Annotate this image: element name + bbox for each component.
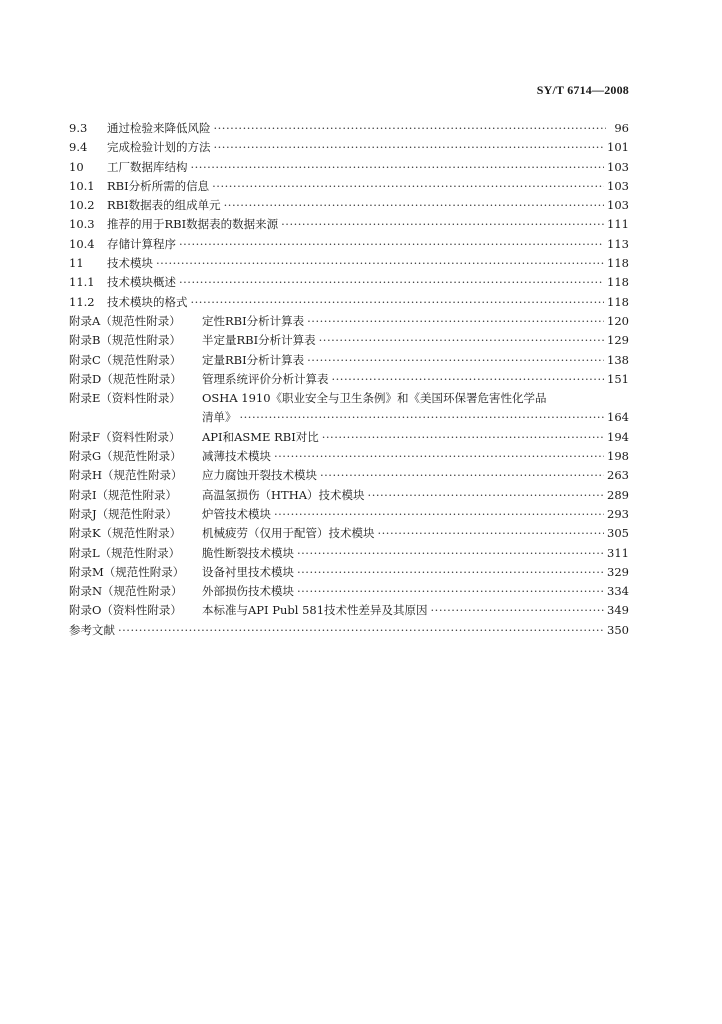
toc-entry-page: 118 (607, 256, 629, 271)
leader-dots (156, 254, 604, 273)
toc-entry-title: RBI分析所需的信息 (107, 178, 210, 193)
toc-entry-title: 存储计算程序 (107, 236, 176, 251)
toc-entry-number: 10.2 (69, 198, 95, 213)
appendix-page: 198 (607, 449, 629, 464)
toc-appendix-l[interactable] (69, 544, 629, 563)
toc-appendix-d[interactable] (69, 370, 629, 389)
appendix-page: 349 (607, 603, 629, 618)
toc-entry-9-4[interactable] (69, 138, 629, 157)
appendix-title: 脆性断裂技术模块 (202, 545, 294, 560)
toc-appendix-k[interactable] (69, 524, 629, 543)
toc-entry-number: 11 (69, 256, 84, 271)
appendix-page: 151 (607, 371, 629, 386)
leader-dots (281, 215, 604, 234)
leader-dots (274, 505, 604, 524)
appendix-label: 附录H（规范性附录） (69, 468, 183, 483)
appendix-label: 附录G（规范性附录） (69, 449, 182, 464)
references-page: 350 (607, 622, 629, 637)
toc-entry-title: 技术模块 (107, 256, 153, 271)
appendix-title: API和ASME RBI对比 (202, 429, 319, 444)
appendix-label: 附录O（资料性附录） (69, 603, 182, 618)
toc-appendix-o[interactable] (69, 601, 629, 620)
appendix-title: 半定量RBI分析计算表 (202, 333, 316, 348)
toc-entry-number: 9.3 (69, 121, 88, 135)
toc-entry-title: 工厂数据库结构 (107, 159, 188, 174)
toc-appendix-b[interactable] (69, 331, 629, 350)
appendix-page: 334 (607, 584, 629, 599)
appendix-page: 194 (607, 429, 629, 444)
toc-appendix-e[interactable] (69, 389, 629, 408)
leader-dots (307, 351, 604, 370)
toc-entry-10-4[interactable] (69, 235, 629, 254)
toc-entry-number: 10 (69, 159, 84, 174)
leader-dots (240, 408, 605, 427)
appendix-title: OSHA 1910《职业安全与卫生条例》和《美国环保署危害性化学品 (202, 391, 547, 406)
appendix-title: 定量RBI分析计算表 (202, 352, 305, 367)
toc-entry-10-3[interactable] (69, 215, 629, 234)
appendix-label: 附录F（资料性附录） (69, 429, 181, 444)
leader-dots (297, 544, 604, 563)
leader-dots (319, 331, 604, 350)
appendix-page: 138 (607, 352, 629, 367)
leader-dots (179, 235, 604, 254)
table-of-contents (69, 119, 629, 640)
toc-entry-title: 完成检验计划的方法 (107, 140, 211, 155)
leader-dots (118, 621, 604, 640)
appendix-page: 311 (607, 545, 629, 560)
toc-entry-title: 技术模块概述 (107, 275, 176, 290)
toc-appendix-e-continued[interactable] (69, 408, 629, 427)
appendix-title: 减薄技术模块 (202, 449, 271, 464)
appendix-label: 附录I（规范性附录） (69, 487, 178, 502)
leader-dots (322, 428, 604, 447)
appendix-page: 263 (607, 468, 629, 483)
toc-entry-number: 9.4 (69, 140, 88, 155)
leader-dots (431, 601, 605, 620)
leader-dots (212, 177, 604, 196)
toc-entry-10[interactable] (69, 158, 629, 177)
appendix-title: 本标准与API Publ 581技术性差异及其原因 (202, 603, 428, 618)
toc-entry-11-1[interactable] (69, 273, 629, 292)
leader-dots (297, 582, 604, 601)
leader-dots (224, 196, 604, 215)
toc-entry-page: 103 (607, 178, 629, 193)
toc-appendix-m[interactable] (69, 563, 629, 582)
appendix-page: 164 (607, 410, 629, 425)
toc-entry-10-2[interactable] (69, 196, 629, 215)
appendix-label: 附录J（规范性附录） (69, 506, 178, 521)
appendix-label: 附录N（规范性附录） (69, 584, 183, 599)
leader-dots (191, 293, 605, 312)
toc-entry-page: 103 (607, 159, 629, 174)
appendix-label: 附录D（规范性附录） (69, 371, 182, 386)
appendix-title: 定性RBI分析计算表 (202, 313, 305, 328)
toc-entry-title: RBI数据表的组成单元 (107, 198, 221, 213)
appendix-page: 120 (607, 313, 629, 328)
leader-dots (191, 158, 605, 177)
appendix-label: 附录C（规范性附录） (69, 352, 182, 367)
appendix-title: 机械疲劳（仅用于配管）技术模块 (202, 526, 375, 541)
leader-dots (368, 486, 605, 505)
appendix-label: 附录M（规范性附录） (69, 564, 185, 579)
toc-entry-title: 推荐的用于RBI数据表的数据来源 (107, 217, 279, 232)
toc-entry-page: 96 (614, 121, 629, 135)
appendix-title: 设备衬里技术模块 (202, 564, 294, 579)
appendix-title: 应力腐蚀开裂技术模块 (202, 468, 317, 483)
toc-appendix-i[interactable] (69, 486, 629, 505)
appendix-page: 329 (607, 564, 629, 579)
appendix-title: 炉管技术模块 (202, 506, 271, 521)
leader-dots (320, 466, 604, 485)
toc-entry-page: 118 (607, 294, 629, 309)
appendix-label: 附录B（规范性附录） (69, 333, 181, 348)
toc-entry-page: 101 (607, 140, 629, 155)
toc-entry-number: 10.4 (69, 236, 95, 251)
leader-dots (332, 370, 605, 389)
toc-entry-page: 103 (607, 198, 629, 213)
appendix-page: 305 (607, 526, 629, 541)
toc-appendix-g[interactable] (69, 447, 629, 466)
appendix-label: 附录E（资料性附录） (69, 391, 181, 406)
toc-appendix-c[interactable] (69, 351, 629, 370)
toc-entry-number: 11.2 (69, 294, 95, 309)
toc-entry-10-1[interactable] (69, 177, 629, 196)
toc-entry-number: 10.3 (69, 217, 95, 232)
toc-entry-page: 113 (607, 236, 629, 251)
leader-dots (274, 447, 604, 466)
leader-dots (307, 312, 604, 331)
toc-entry-9-3[interactable] (69, 119, 629, 138)
leader-dots (179, 273, 604, 292)
appendix-title: 高温氢损伤（HTHA）技术模块 (202, 487, 365, 502)
toc-entry-title: 通过检验来降低风险 (107, 121, 211, 135)
toc-appendix-j[interactable] (69, 505, 629, 524)
appendix-title: 外部损伤技术模块 (202, 584, 294, 599)
appendix-page: 129 (607, 333, 629, 348)
toc-references[interactable] (69, 621, 629, 640)
toc-appendix-n[interactable] (69, 582, 629, 601)
appendix-label: 附录L（规范性附录） (69, 545, 181, 560)
toc-entry-number: 11.1 (69, 275, 95, 290)
toc-entry-title: 技术模块的格式 (107, 294, 188, 309)
leader-dots (378, 524, 605, 543)
appendix-page: 293 (607, 506, 629, 521)
appendix-label: 附录A（规范性附录） (69, 313, 181, 328)
appendix-title: 管理系统评价分析计算表 (202, 371, 329, 386)
leader-dots (214, 119, 607, 138)
toc-entry-page: 111 (607, 217, 629, 232)
toc-entry-11[interactable] (69, 254, 629, 273)
toc-appendix-h[interactable] (69, 466, 629, 485)
document-number: SY/T 6714—2008 (536, 83, 629, 97)
toc-entry-number: 10.1 (69, 178, 95, 193)
leader-dots (214, 138, 605, 157)
leader-dots (297, 563, 604, 582)
toc-entry-page: 118 (607, 275, 629, 290)
toc-entry-11-2[interactable] (69, 293, 629, 312)
appendix-title: 清单》 (202, 410, 237, 425)
appendix-label: 附录K（规范性附录） (69, 526, 182, 541)
toc-appendix-f[interactable] (69, 428, 629, 447)
toc-appendix-a[interactable] (69, 312, 629, 331)
appendix-page: 289 (607, 487, 629, 502)
references-title: 参考文献 (69, 622, 115, 637)
